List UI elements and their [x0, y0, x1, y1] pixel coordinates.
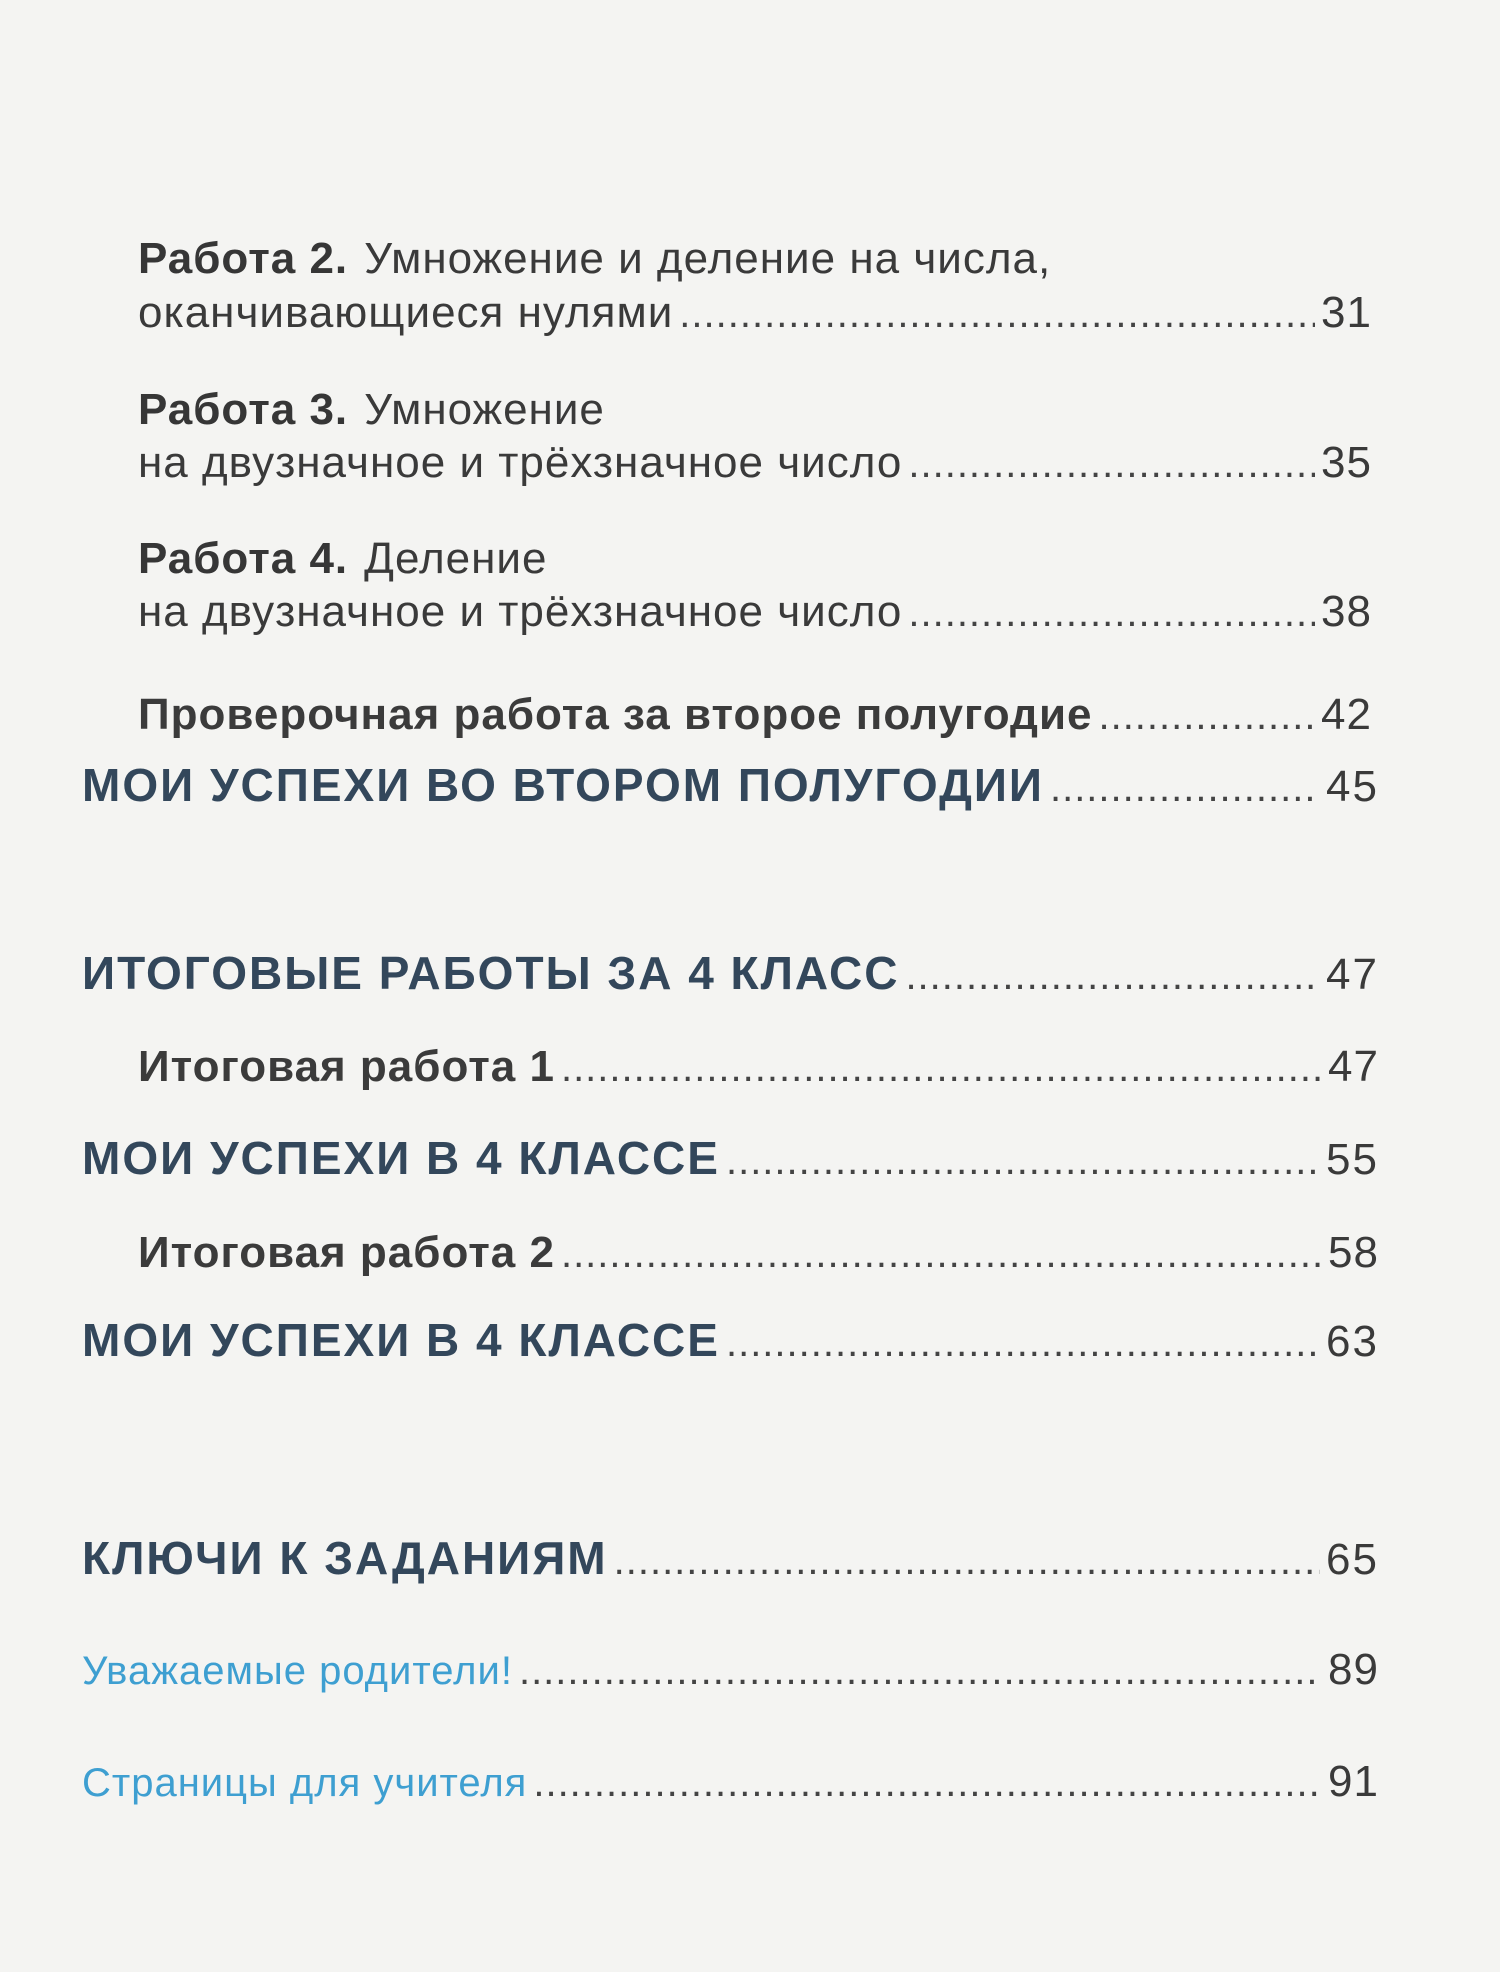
dot-leader: [561, 1048, 1322, 1088]
toc-heading-title: МОИ УСПЕХИ В 4 КЛАССЕ: [82, 1132, 720, 1184]
dot-leader: [519, 1651, 1322, 1691]
toc-entry-first-line: [138, 234, 1052, 283]
toc-entry-second-line: [138, 288, 1372, 337]
toc-entry-title: Деление: [364, 534, 548, 583]
toc-heading-title: МОИ УСПЕХИ ВО ВТОРОМ ПОЛУГОДИИ: [82, 759, 1044, 811]
toc-entry-title: Умножение и деление на числа,: [364, 234, 1052, 283]
toc-entry-label: Работа 4.: [138, 534, 349, 583]
toc-entry-title-continued: на двузначное и трёхзначное число: [138, 438, 903, 487]
toc-entry-title-continued: оканчивающиеся нулями: [138, 288, 674, 337]
page-number: 89: [1328, 1645, 1379, 1694]
toc-entry-title: Итоговая работа 2: [138, 1228, 555, 1277]
toc-heading-uspehi-4-klass-2[interactable]: [82, 1314, 1379, 1366]
toc-entry-proverochnaya[interactable]: [138, 690, 1372, 739]
toc-entry-label: Работа 2.: [138, 234, 349, 283]
page-number: 38: [1321, 587, 1372, 636]
toc-entry-first-line: [138, 534, 548, 583]
dot-leader: [908, 593, 1315, 633]
toc-entry-title: Умножение: [364, 385, 605, 434]
toc-entry-uchitel[interactable]: [82, 1757, 1379, 1806]
toc-heading-uspehi-vtoroe-polugodie[interactable]: [82, 759, 1379, 811]
page-number: 91: [1328, 1757, 1379, 1806]
dot-leader: [1050, 768, 1320, 808]
page-number: 65: [1326, 1535, 1379, 1584]
dot-leader: [614, 1541, 1320, 1581]
dot-leader: [905, 956, 1320, 996]
dot-leader: [561, 1234, 1322, 1274]
page-number: 47: [1328, 1042, 1379, 1091]
toc-heading-title: КЛЮЧИ К ЗАДАНИЯМ: [82, 1532, 608, 1584]
dot-leader: [1098, 696, 1315, 736]
toc-entry-second-line: [138, 438, 1372, 487]
dot-leader: [533, 1763, 1322, 1803]
toc-entry-title: Уважаемые родители!: [82, 1649, 513, 1693]
toc-entry-title-continued: на двузначное и трёхзначное число: [138, 587, 903, 636]
dot-leader: [726, 1323, 1320, 1363]
toc-heading-uspehi-4-klass[interactable]: [82, 1132, 1379, 1184]
page-number: 55: [1326, 1135, 1379, 1184]
toc-entry-title: Страницы для учителя: [82, 1761, 528, 1805]
page-number: 31: [1321, 288, 1372, 337]
toc-entry-title: Проверочная работа за второе полугодие: [138, 690, 1093, 739]
dot-leader: [726, 1141, 1320, 1181]
toc-heading-title: ИТОГОВЫЕ РАБОТЫ ЗА 4 КЛАСС: [82, 947, 900, 999]
page-number: 42: [1321, 690, 1372, 739]
toc-entry-roditeli[interactable]: [82, 1645, 1379, 1694]
toc-entry-label: Работа 3.: [138, 385, 349, 434]
toc-entry-first-line: [138, 385, 605, 434]
dot-leader: [908, 444, 1315, 484]
toc-entry-itogovaya-rabota-1[interactable]: [138, 1042, 1379, 1091]
page-number: 45: [1326, 762, 1379, 811]
toc-entry-itogovaya-rabota-2[interactable]: [138, 1228, 1379, 1277]
toc-heading-itogovye-raboty[interactable]: [82, 947, 1379, 999]
dot-leader: [679, 294, 1315, 334]
page-number: 58: [1328, 1228, 1379, 1277]
page-number: 47: [1326, 950, 1379, 999]
toc-entry-title: Итоговая работа 1: [138, 1042, 555, 1091]
page-number: 35: [1321, 438, 1372, 487]
page-number: 63: [1326, 1317, 1379, 1366]
toc-entry-second-line: [138, 587, 1372, 636]
toc-heading-klyuchi[interactable]: [82, 1532, 1379, 1584]
toc-heading-title: МОИ УСПЕХИ В 4 КЛАССЕ: [82, 1314, 720, 1366]
